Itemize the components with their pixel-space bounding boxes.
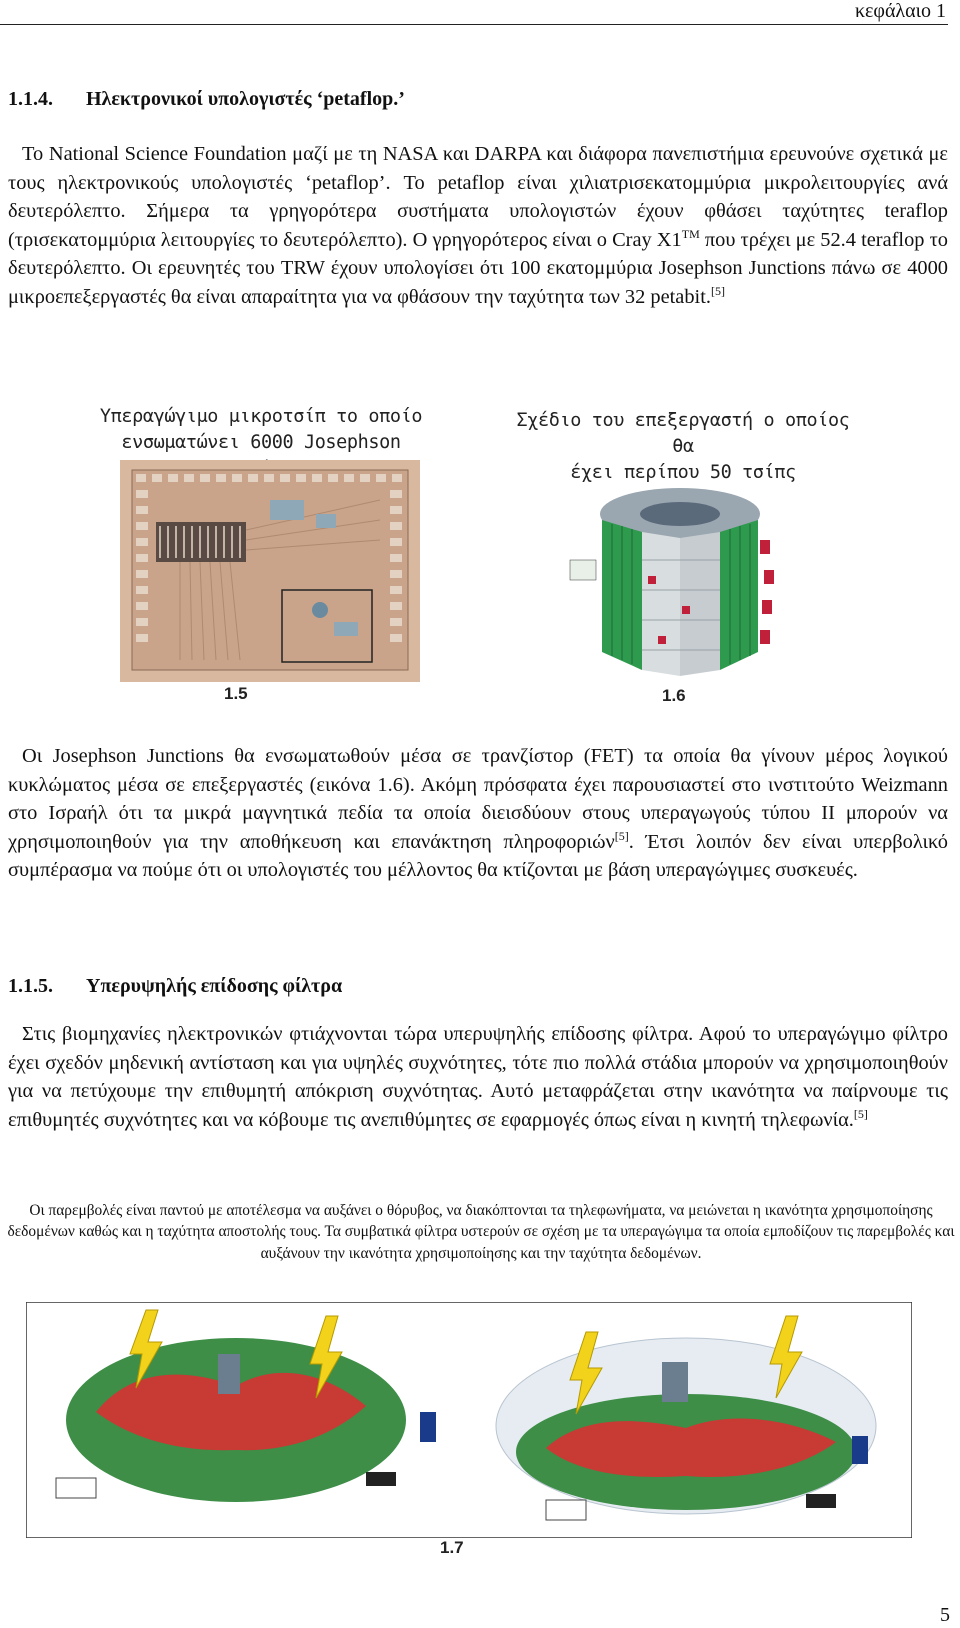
paragraph-text: Το National Science Foundation μαζί με τη NASA και DARPA και διάφορα πανεπιστήμια ερευνούνε σχετικά με τους ηλεκτρονικούς υπολογιστές ‘petaflop’. Το petaflop είναι χιλιατρισεκατομμύρια μικρολειτουργίες ανά δευτερόλεπτο. Σήμερα τα γρηγορότερα συστήματα υπολογιστών έχουν φθάσει ταχύτητες teraflop (τρισεκατομμύρια λειτουργίες το δευτερόλεπτο). Ο γρηγορότερος είναι ο Cray X1 — [8, 143, 948, 251]
figure-title-line1: Σχέδιο του επεξεργαστή ο οποίος θα — [516, 410, 850, 457]
section-heading-filters — [8, 975, 342, 998]
chapter-label: κεφάλαιο 1 — [854, 0, 946, 22]
section-title: Υπερυψηλής επίδοσης φίλτρα — [86, 975, 343, 997]
figure-title-line1: Υπεραγώγιμο μικροτσίπ το οποίο — [99, 406, 423, 427]
section-number: 1.1.5. — [8, 975, 53, 997]
paragraph-filters — [8, 1020, 948, 1134]
figure-number: 1.5 — [224, 684, 248, 703]
reference-mark: [5] — [710, 283, 725, 298]
section-title: Ηλεκτρονικοί υπολογιστές ‘petaflop.’ — [86, 88, 405, 110]
figure-1-5 — [64, 400, 458, 712]
figure-title-line2: έχει περίπου 50 τσίπς — [570, 462, 796, 483]
section-heading-petaflop — [8, 88, 405, 111]
reference-mark: [5] — [853, 1106, 868, 1121]
interference-illustration — [26, 1302, 912, 1538]
figure-1-6 — [510, 404, 856, 710]
superconducting-chip-image — [120, 460, 420, 682]
paragraph-petaflop — [8, 140, 948, 312]
processor-design-image — [562, 480, 792, 684]
paragraph-text-cont: . Έτσι λοιπόν δεν είναι υπερβολικό συμπέρασμα να πούμε ότι οι υπολογιστές του μέλλοντος θα κτίζονται με βάση υπεραγώγιμες συσκευές. — [8, 830, 948, 882]
figure-title-line2: ενσωματώνει 6000 Josephson — [121, 432, 401, 453]
page-header — [0, 0, 948, 25]
reference-mark: [5] — [614, 828, 629, 843]
figure-caption: Οι παρεμβολές είναι παντού με αποτέλεσμα να αυξάνει ο θόρυβος, να διακόπτονται τα τηλεφωνήματα, να μειώνεται η ικανότητα χρησιμοποίησης δεδομένων καθώς και η ταχύτητα αποστολής τους. Τα συμβατικά φίλτρα υστερούν σε σχέση με τα υπεραγώγιμα τα οποία εμποδίζουν τις παρεμβολές και αυξάνουν την ικανότητα χρησιμοποίησης και την ταχύτητα δεδομένων. — [7, 1202, 955, 1262]
figure-number: 1.7 — [440, 1538, 464, 1557]
section-number: 1.1.4. — [8, 88, 53, 110]
page-number: 5 — [940, 1604, 950, 1626]
paragraph-text-cont: που τρέχει με 52.4 teraflop το δευτερόλεπτο. Οι ερευνητές του TRW έχουν υπολογίσει ότι 100 εκατομμύρια Josephson Junctions πάνω σε 4000 μικροεπεξεργαστές θα είναι απαραίτητα για να φθάσουν την ταχύτητα των 32 petabit. — [8, 228, 948, 308]
trademark-mark: TM — [681, 226, 700, 241]
paragraph-text: Οι Josephson Junctions θα ενσωματωθούν μέσα σε τρανζίστορ (FET) τα οποία θα γίνουν μέρος λογικού κυκλώματος μέσα σε επεξεργαστές (εικόνα 1.6). Ακόμη πρόσφατα έχει παρουσιαστεί στο ινστιτούτο Weizmann στο Ισραήλ ότι τα μικρά μαγνητικά πεδία τα οποία διεισδύουν στους υπεραγωγούς τύπου II μπορούν να χρησιμοποιηθούν για την αποθήκευση και επανάκτηση πληροφοριών — [8, 745, 948, 853]
figure-1-7 — [26, 1302, 912, 1564]
figure-number: 1.6 — [662, 686, 686, 705]
paragraph-josephson — [8, 742, 948, 885]
paragraph-text: Στις βιομηχανίες ηλεκτρονικών φτιάχνονται τώρα υπερυψηλής επίδοσης φίλτρα. Αφού το υπεραγώγιμο φίλτρο έχει σχεδόν μηδενική αντίσταση και για υψηλές συχνότητες, τότε πιο πολλά στάδια μπορούν να χρησιμοποιηθούν για να πετύχουμε την επιθυμητή απόκριση συχνότητας. Αυτό μεταφράζεται στην ικανότητα να παίρνουμε τις επιθυμητές συχνότητες και να κόβουμε τις ανεπιθύμητες σε εφαρμογές όπως είναι η κινητή τηλεφωνία. — [8, 1023, 948, 1131]
